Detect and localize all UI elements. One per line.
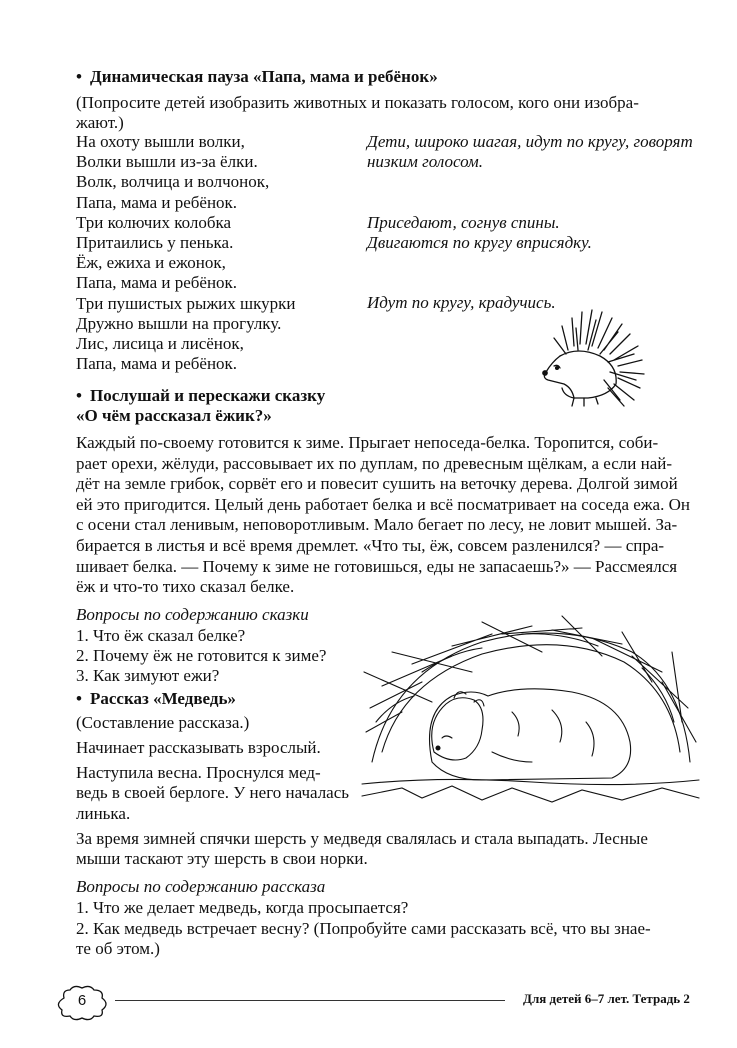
paragraph: Начинает рассказывать взрослый. — [76, 738, 321, 757]
question-item: те об этом.) — [76, 939, 160, 959]
action-text: Приседают, согнув спины. — [367, 213, 560, 232]
question-item: 1. Что ёж сказал белке? — [76, 626, 246, 645]
section-title: Рассказ «Медведь» — [90, 689, 236, 708]
poem-line: Три пушистых рыжих шкурки — [76, 293, 296, 313]
paragraph-line: линька. — [76, 803, 131, 823]
story-line: Каждый по-своему готовится к зиме. Прыгает непоседа-белка. Торопится, соби- — [76, 433, 659, 452]
section-title-line2: «О чём рассказал ёжик?» — [76, 406, 272, 425]
action-text: Идут по кругу, крадучись. — [367, 293, 556, 312]
question-item: 2. Как медведь встречает весну? (Попробуйте сами рассказать всё, что вы знае- — [76, 918, 651, 938]
section-heading-story — [76, 385, 325, 406]
story-line: ей это пригодится. Целый день работает белка и всё посматривает на соседа ежа. Он — [76, 494, 690, 514]
poem-line: Волки вышли из-за ёлки. — [76, 152, 258, 172]
poem-line: Папа, мама и ребёнок. — [76, 354, 238, 374]
story-line: шивает белка. — Почему к зиме не готовишься, еды не запасаешь?» — Рассмеялся — [76, 556, 678, 576]
bear-den-illustration — [362, 612, 699, 808]
poem-line: На охоту вышли волки, — [76, 132, 245, 151]
paragraph-line: За время зимней спячки шерсть у медведя свалялась и стала выпадать. Лесные — [76, 829, 648, 848]
section-title: Динамическая пауза «Папа, мама и ребёнок» — [90, 67, 438, 86]
story-line: бирается в листья и всё время дремлет. «Что ты, ёж, совсем разленился? — спра- — [76, 536, 665, 555]
instruction-line: (Попросите детей изобразить животных и показать голосом, кого они изобра- — [76, 93, 639, 112]
page-number: 6 — [77, 992, 87, 1009]
questions-title: Вопросы по содержанию рассказа — [76, 877, 326, 896]
poem-line: Папа, мама и ребёнок. — [76, 192, 238, 212]
action-text: Двигаются по кругу вприсядку. — [367, 233, 592, 252]
story-line: ёж и что-то тихо сказал белке. — [76, 577, 295, 597]
story-line: дёт на земле грибок, сорвёт его и повесит сушить на веточку дерева. Долгой зимой — [76, 474, 678, 494]
paragraph-line: ведь в своей берлоге. У него началась — [76, 783, 350, 803]
paragraph-line: мыши таскают эту шерсть в свои норки. — [76, 849, 368, 869]
section-heading-bear — [76, 688, 236, 709]
poem-line: Папа, мама и ребёнок. — [76, 273, 238, 293]
section-title: Послушай и перескажи сказку — [90, 386, 326, 405]
poem-line: Волк, волчица и волчонок, — [76, 172, 270, 192]
question-item: 1. Что же делает медведь, когда просыпается? — [76, 898, 409, 917]
bullet-icon: • — [76, 689, 82, 708]
bullet-icon: • — [76, 67, 82, 86]
bullet-icon: • — [76, 386, 82, 405]
poem-line: Лис, лисица и лисёнок, — [76, 334, 244, 353]
poem-line: Притаились у пенька. — [76, 233, 234, 252]
footer-rule — [115, 1000, 505, 1001]
poem-line: Дружно вышли на прогулку. — [76, 313, 282, 333]
footer-caption: Для детей 6–7 лет. Тетрадь 2 — [523, 991, 690, 1006]
hedgehog-illustration — [538, 306, 650, 414]
instruction-line: жают.) — [76, 113, 124, 132]
question-item: 3. Как зимуют ежи? — [76, 666, 220, 686]
poem-line: Три колючих колобка — [76, 212, 232, 232]
section-heading-dynamic-pause — [76, 66, 438, 87]
subtitle: (Составление рассказа.) — [76, 713, 250, 732]
paragraph-line: Наступила весна. Проснулся мед- — [76, 763, 321, 782]
poem-line: Ёж, ежиха и ежонок, — [76, 253, 226, 273]
action-text: Дети, широко шагая, идут по кругу, говорят — [367, 132, 693, 151]
story-line: рает орехи, жёлуди, рассовывает их по дуплам, по древесным щёлкам, а если най- — [76, 453, 673, 473]
action-text: низким голосом. — [367, 152, 484, 171]
question-item: 2. Почему ёж не готовится к зиме? — [76, 646, 327, 666]
story-line: с осени стал ленивым, неповоротливым. Мало бегает по лесу, не ловит мышей. За- — [76, 515, 678, 535]
questions-title: Вопросы по содержанию сказки — [76, 605, 309, 624]
